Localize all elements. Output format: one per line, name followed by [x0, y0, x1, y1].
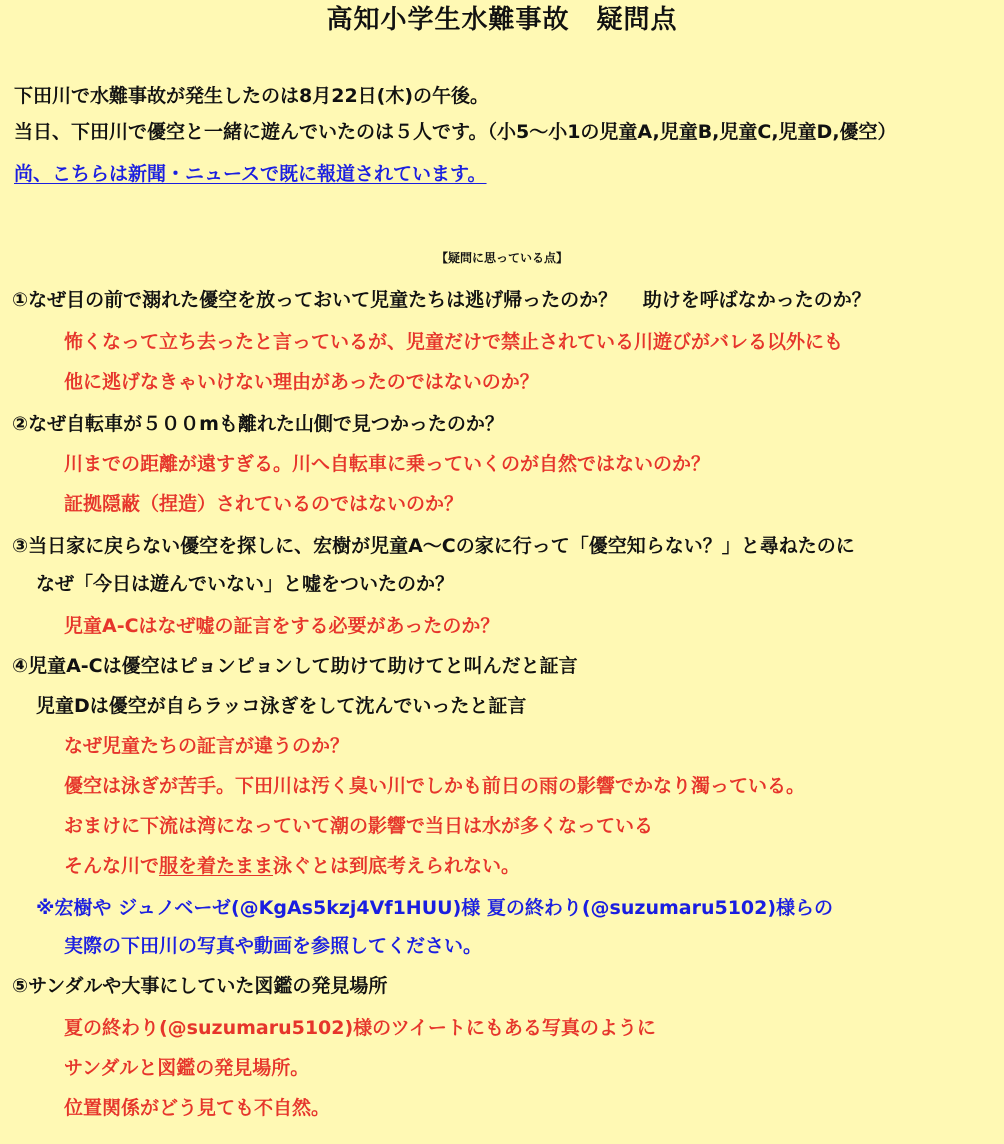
- question-3-line-1: ③当日家に戻らない優空を探しに、宏樹が児童A～Cの家に行って「優空知らない？」と尋ねたのに: [12, 535, 855, 557]
- intro-participants-line: 当日、下田川で優空と一緒に遊んでいたのは５人です。（小5～小1の児童A,児童B,児童C,児童D,優空）: [14, 121, 897, 143]
- question-5: ⑤サンダルや大事にしていた図鑑の発見場所: [12, 975, 388, 997]
- news-reported-link[interactable]: 尚、こちらは新聞・ニュースで既に報道されています。: [14, 163, 487, 185]
- answer-2-line-1: 川までの距離が遠すぎる。川へ自転車に乗っていくのが自然ではないのか？: [64, 453, 711, 475]
- answer-1-line-2: 他に逃げなきゃいけない理由があったのではないのか？: [64, 371, 539, 393]
- answer-3-line-1: 児童A-Cはなぜ嘘の証言をする必要があったのか？: [64, 615, 500, 637]
- page-title: 高知小学生水難事故 疑問点: [326, 5, 678, 35]
- answer-4-line-4: [64, 852, 520, 880]
- note-line-2: 実際の下田川の写真や動画を参照してください。: [64, 935, 483, 957]
- answer-4-line-3: おまけに下流は湾になっていて潮の影響で当日は水が多くなっている: [64, 815, 654, 837]
- intro-date-line: 下田川で水難事故が発生したのは8月22日(木)の午後。: [14, 85, 490, 107]
- question-2: ②なぜ自転車が５００mも離れた山側で見つかったのか？: [12, 413, 504, 435]
- answer-5-line-2: サンダルと図鑑の発見場所。: [64, 1057, 310, 1079]
- answer-4-line-4-post: 泳ぐとは到底考えられない。: [273, 855, 521, 877]
- question-3-line-2: なぜ「今日は遊んでいない」と嘘をついたのか？: [36, 573, 455, 595]
- answer-2-line-2: 証拠隠蔽（捏造）されているのではないのか？: [64, 493, 464, 515]
- answer-5-line-3: 位置関係がどう見ても不自然。: [64, 1097, 331, 1119]
- answer-4-line-2: 優空は泳ぎが苦手。下田川は汚く臭い川でしかも前日の雨の影響でかなり濁っている。: [64, 775, 806, 797]
- answer-4-line-4-pre: そんな川で: [64, 855, 160, 877]
- question-4-line-2: 児童Dは優空が自らラッコ泳ぎをして沈んでいったと証言: [36, 695, 527, 717]
- answer-5-line-1: 夏の終わり(@suzumaru5102)様のツイートにもある写真のように: [64, 1017, 656, 1039]
- question-4-line-1: ④児童A-Cは優空はピョンピョンして助けて助けてと叫んだと証言: [12, 655, 578, 677]
- answer-1-line-1: 怖くなって立ち去ったと言っているが、児童だけで禁止されている川遊びがバレる以外にも: [64, 331, 844, 353]
- question-1: ①なぜ目の前で溺れた優空を放っておいて児童たちは逃げ帰ったのか？ 助けを呼ばなかったのか？: [12, 289, 871, 311]
- note-line-1: ※宏樹や ジュノベーゼ(@KgAs5kzj4Vf1HUU)様 夏の終わり(@suzumaru5102)様らの: [36, 897, 834, 919]
- answer-4-line-4-underlined: 服を着たまま: [159, 855, 274, 877]
- answer-4-line-1: なぜ児童たちの証言が違うのか？: [64, 735, 350, 757]
- section-heading: 【疑問に思っている点】: [435, 251, 568, 265]
